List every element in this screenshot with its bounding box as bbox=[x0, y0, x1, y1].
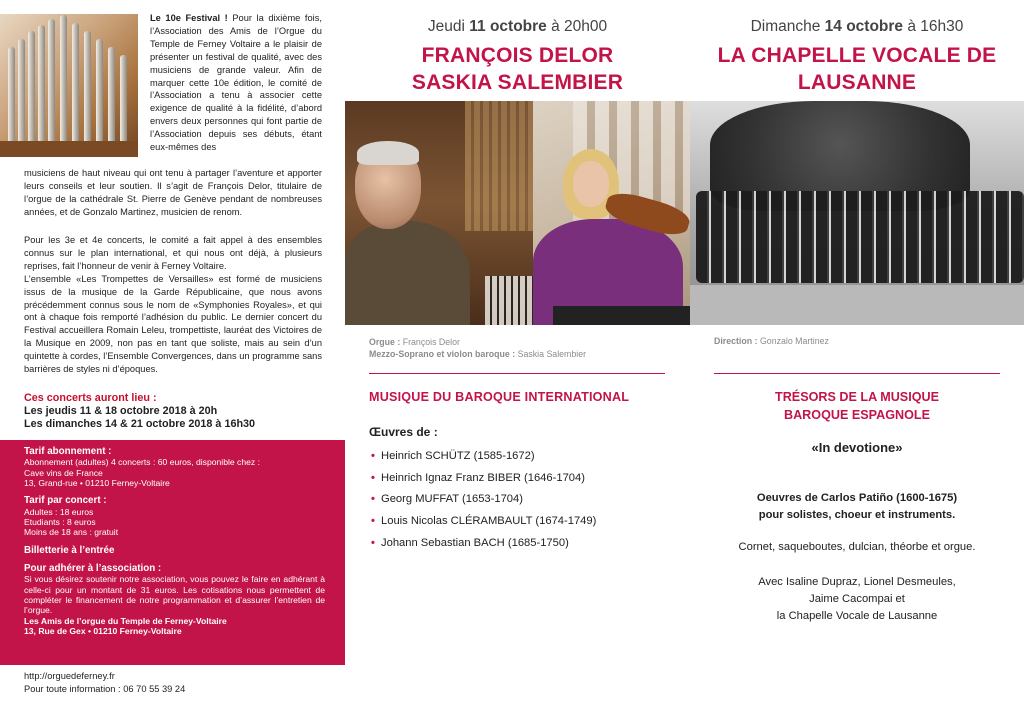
intro-line: l’Association a tenu à associer cette bbox=[150, 90, 322, 101]
adherer-text: Si vous désirez soutenir notre association, vous pouvez le faire en adhérant à celle-ci pour un montant de 31 euros. Les cotisations nous permettent de compléter le financement de notre programmation et d’assurer l’entretien de l’orgue. bbox=[24, 574, 325, 616]
work-title: Heinrich SCHÜTZ (1585-1672) bbox=[381, 450, 535, 462]
tarif-concert-title: Tarif par concert : bbox=[24, 495, 107, 507]
performers-line: Avec Isaline Dupraz, Lionel Desmeules, bbox=[758, 576, 956, 588]
column-concert-chapelle bbox=[690, 0, 1024, 704]
intro-line: Pour la dixième bbox=[232, 13, 301, 23]
intro-line: a le plaisir de présenter un festival bbox=[150, 38, 322, 62]
organ-photo bbox=[0, 14, 138, 157]
intro-line: fois, l’Association des Amis de bbox=[150, 13, 322, 36]
concerts-title: Ces concerts auront lieu : bbox=[24, 392, 157, 404]
photo-saskia-salembier bbox=[533, 101, 690, 325]
works-line: Oeuvres de Carlos Patiño (1600-1675) bbox=[756, 492, 958, 504]
work-title: Georg MUFFAT (1653-1704) bbox=[381, 493, 523, 506]
tarif-concert-line: Adultes : 18 euros bbox=[24, 506, 94, 517]
phone-info: Pour toute information : 06 70 55 39 24 bbox=[24, 683, 186, 694]
program-title-line: TRÉSORS DE LA MUSIQUE bbox=[775, 390, 939, 404]
intro-text bbox=[150, 12, 322, 154]
association-name: Les Amis de l’orgue du Temple de Ferney-Voltaire bbox=[24, 615, 227, 626]
date-day: Jeudi bbox=[427, 18, 465, 35]
artist-names bbox=[345, 42, 690, 96]
bullet-icon: • bbox=[371, 536, 375, 549]
paragraph-trompettes: L’ensemble «Les Trompettes de Versailles» est formé de musiciens issus de la musique de la Garde Républicaine, que nous avons précédemment connus sous le nom de «Symphonies Royales», et qui ont à chaque fois remporté l’adhésion du public. Le dernier concert du Festival accueillera Romain Leleu, trompettiste, lauréat des Victoires de la Musique en 2009, non pas en tant que soliste, mais au sein d’un quintette à cordes, l’Ensemble Convergences, dans un programme sans barrières de styles ni d’époques. bbox=[24, 273, 322, 375]
credit-value: François Delor bbox=[402, 337, 460, 347]
credit-value: Saskia Salembier bbox=[517, 349, 587, 360]
tarif-abonnement-line: Cave vins de France bbox=[24, 467, 103, 478]
oeuvres-label: Œuvres de : bbox=[369, 425, 438, 439]
paragraph-ensembles: Pour les 3e et 4e concerts, le comité a fait appel à des ensembles connus sur le plan international, et qui nous ont déjà, à plusieurs reprises, fait l’honneur de venir à Ferney Voltaire. bbox=[24, 235, 322, 271]
artist-names bbox=[690, 42, 1024, 96]
date-bold: 11 octobre bbox=[469, 18, 547, 35]
tarif-concert-line: Etudiants : 8 euros bbox=[24, 517, 96, 528]
association-address: 13, Rue de Gex • 01210 Ferney-Voltaire bbox=[24, 626, 182, 637]
instruments: Cornet, saqueboutes, dulcian, théorbe et orgue. bbox=[738, 541, 976, 553]
column-concert-delor bbox=[345, 0, 690, 704]
intro-line: de grande valeur. Afin de marquer bbox=[150, 64, 322, 88]
list-item bbox=[371, 449, 596, 471]
concerts-sundays: Les dimanches 14 & 21 octobre 2018 à 16h30 bbox=[24, 418, 256, 430]
tarif-abonnement-line: 13, Grand-rue • 01210 Ferney-Voltaire bbox=[24, 478, 170, 489]
director-credit bbox=[714, 336, 829, 346]
credit-label: Orgue : bbox=[369, 337, 401, 347]
photo-francois-delor bbox=[345, 101, 533, 325]
performer-credits bbox=[369, 336, 586, 360]
works-line: pour solistes, choeur et instruments. bbox=[758, 509, 956, 521]
intro-line: ses débuts, étant eux-mêmes des bbox=[150, 129, 322, 153]
credit-value: Gonzalo Martinez bbox=[759, 336, 829, 346]
tarif-abonnement-line: Abonnement (adultes) 4 concerts : 60 euros, disponible chez : bbox=[24, 457, 260, 468]
bullet-icon: • bbox=[371, 471, 375, 484]
bullet-icon: • bbox=[371, 450, 375, 462]
billetterie: Billetterie à l’entrée bbox=[24, 544, 115, 556]
pricing-box bbox=[0, 440, 345, 665]
performers bbox=[690, 574, 1024, 625]
list-item bbox=[371, 514, 596, 536]
program-title: MUSIQUE DU BAROQUE INTERNATIONAL bbox=[369, 390, 630, 404]
concerts-thursdays: Les jeudis 11 & 18 octobre 2018 à 20h bbox=[24, 405, 218, 417]
date-time: à 20h00 bbox=[551, 18, 608, 35]
date-time: à 16h30 bbox=[907, 18, 964, 35]
divider bbox=[714, 373, 1000, 374]
photo-choir bbox=[690, 101, 1024, 325]
bullet-icon: • bbox=[371, 493, 375, 506]
program-subtitle: «In devotione» bbox=[811, 440, 903, 455]
works-description bbox=[690, 490, 1024, 524]
credit-label: Direction : bbox=[714, 336, 758, 346]
tarif-abonnement-title: Tarif abonnement : bbox=[24, 446, 112, 457]
intro-line: font partie de l’Association depuis bbox=[150, 116, 322, 140]
tarif-concert-line: Moins de 18 ans : gratuit bbox=[24, 527, 119, 538]
intro-line: l’Orgue du Temple de Ferney Voltaire bbox=[150, 25, 322, 49]
concert-date bbox=[690, 18, 1024, 36]
column-festival-info bbox=[0, 0, 345, 704]
concert-dates bbox=[24, 392, 334, 431]
list-item bbox=[371, 471, 596, 493]
artist-line: LA CHAPELLE VOCALE DE bbox=[717, 44, 997, 67]
work-title: Heinrich Ignaz Franz BIBER (1646-1704) bbox=[381, 471, 585, 484]
work-title: Johann Sebastian BACH (1685-1750) bbox=[381, 536, 569, 549]
list-item bbox=[371, 536, 596, 558]
program-title-line: BAROQUE ESPAGNOLE bbox=[783, 408, 930, 422]
intro-continued: musiciens de haut niveau qui ont tenu à partager l’aventure et apporter leurs conseils et leur soutien. Il s’agit de François Delor, titulaire de l’orgue de la cathédrale St. Pierre de Genève pendant de nombreuses années, et de Gonzalo Martinez, musicien de renom. bbox=[24, 168, 322, 217]
list-item bbox=[371, 492, 596, 514]
concert-date bbox=[345, 18, 690, 36]
adherer-title: Pour adhérer à l’association : bbox=[24, 563, 162, 575]
date-day: Dimanche bbox=[750, 18, 821, 35]
intro-line: d’abord envers deux personnes qui bbox=[150, 103, 322, 127]
works-list bbox=[371, 449, 596, 557]
date-bold: 14 octobre bbox=[824, 18, 904, 35]
intro-line: exigence de qualité à la fidélité, bbox=[150, 103, 287, 114]
contact-info bbox=[24, 670, 185, 695]
ensembles-text bbox=[24, 234, 322, 376]
performers-line: Jaime Cacompai et bbox=[809, 593, 905, 605]
artist-line: LAUSANNE bbox=[797, 71, 917, 94]
intro-line: de qualité, avec des musiciens bbox=[150, 51, 323, 75]
credit-label: Mezzo-Soprano et violon baroque : bbox=[369, 349, 516, 360]
divider bbox=[369, 373, 665, 374]
program-title bbox=[690, 388, 1024, 424]
intro-line: cette 10e édition, le comité de bbox=[189, 77, 322, 88]
performers-line: la Chapelle Vocale de Lausanne bbox=[776, 610, 938, 622]
work-title: Louis Nicolas CLÉRAMBAULT (1674-1749) bbox=[381, 515, 597, 528]
bullet-icon: • bbox=[371, 515, 375, 528]
intro-bold: Le 10e Festival ! bbox=[150, 13, 228, 23]
website-link[interactable]: http://orguedeferney.fr bbox=[24, 671, 115, 681]
artist-line: SASKIA SALEMBIER bbox=[411, 71, 624, 94]
artist-line: FRANÇOIS DELOR bbox=[421, 44, 614, 67]
